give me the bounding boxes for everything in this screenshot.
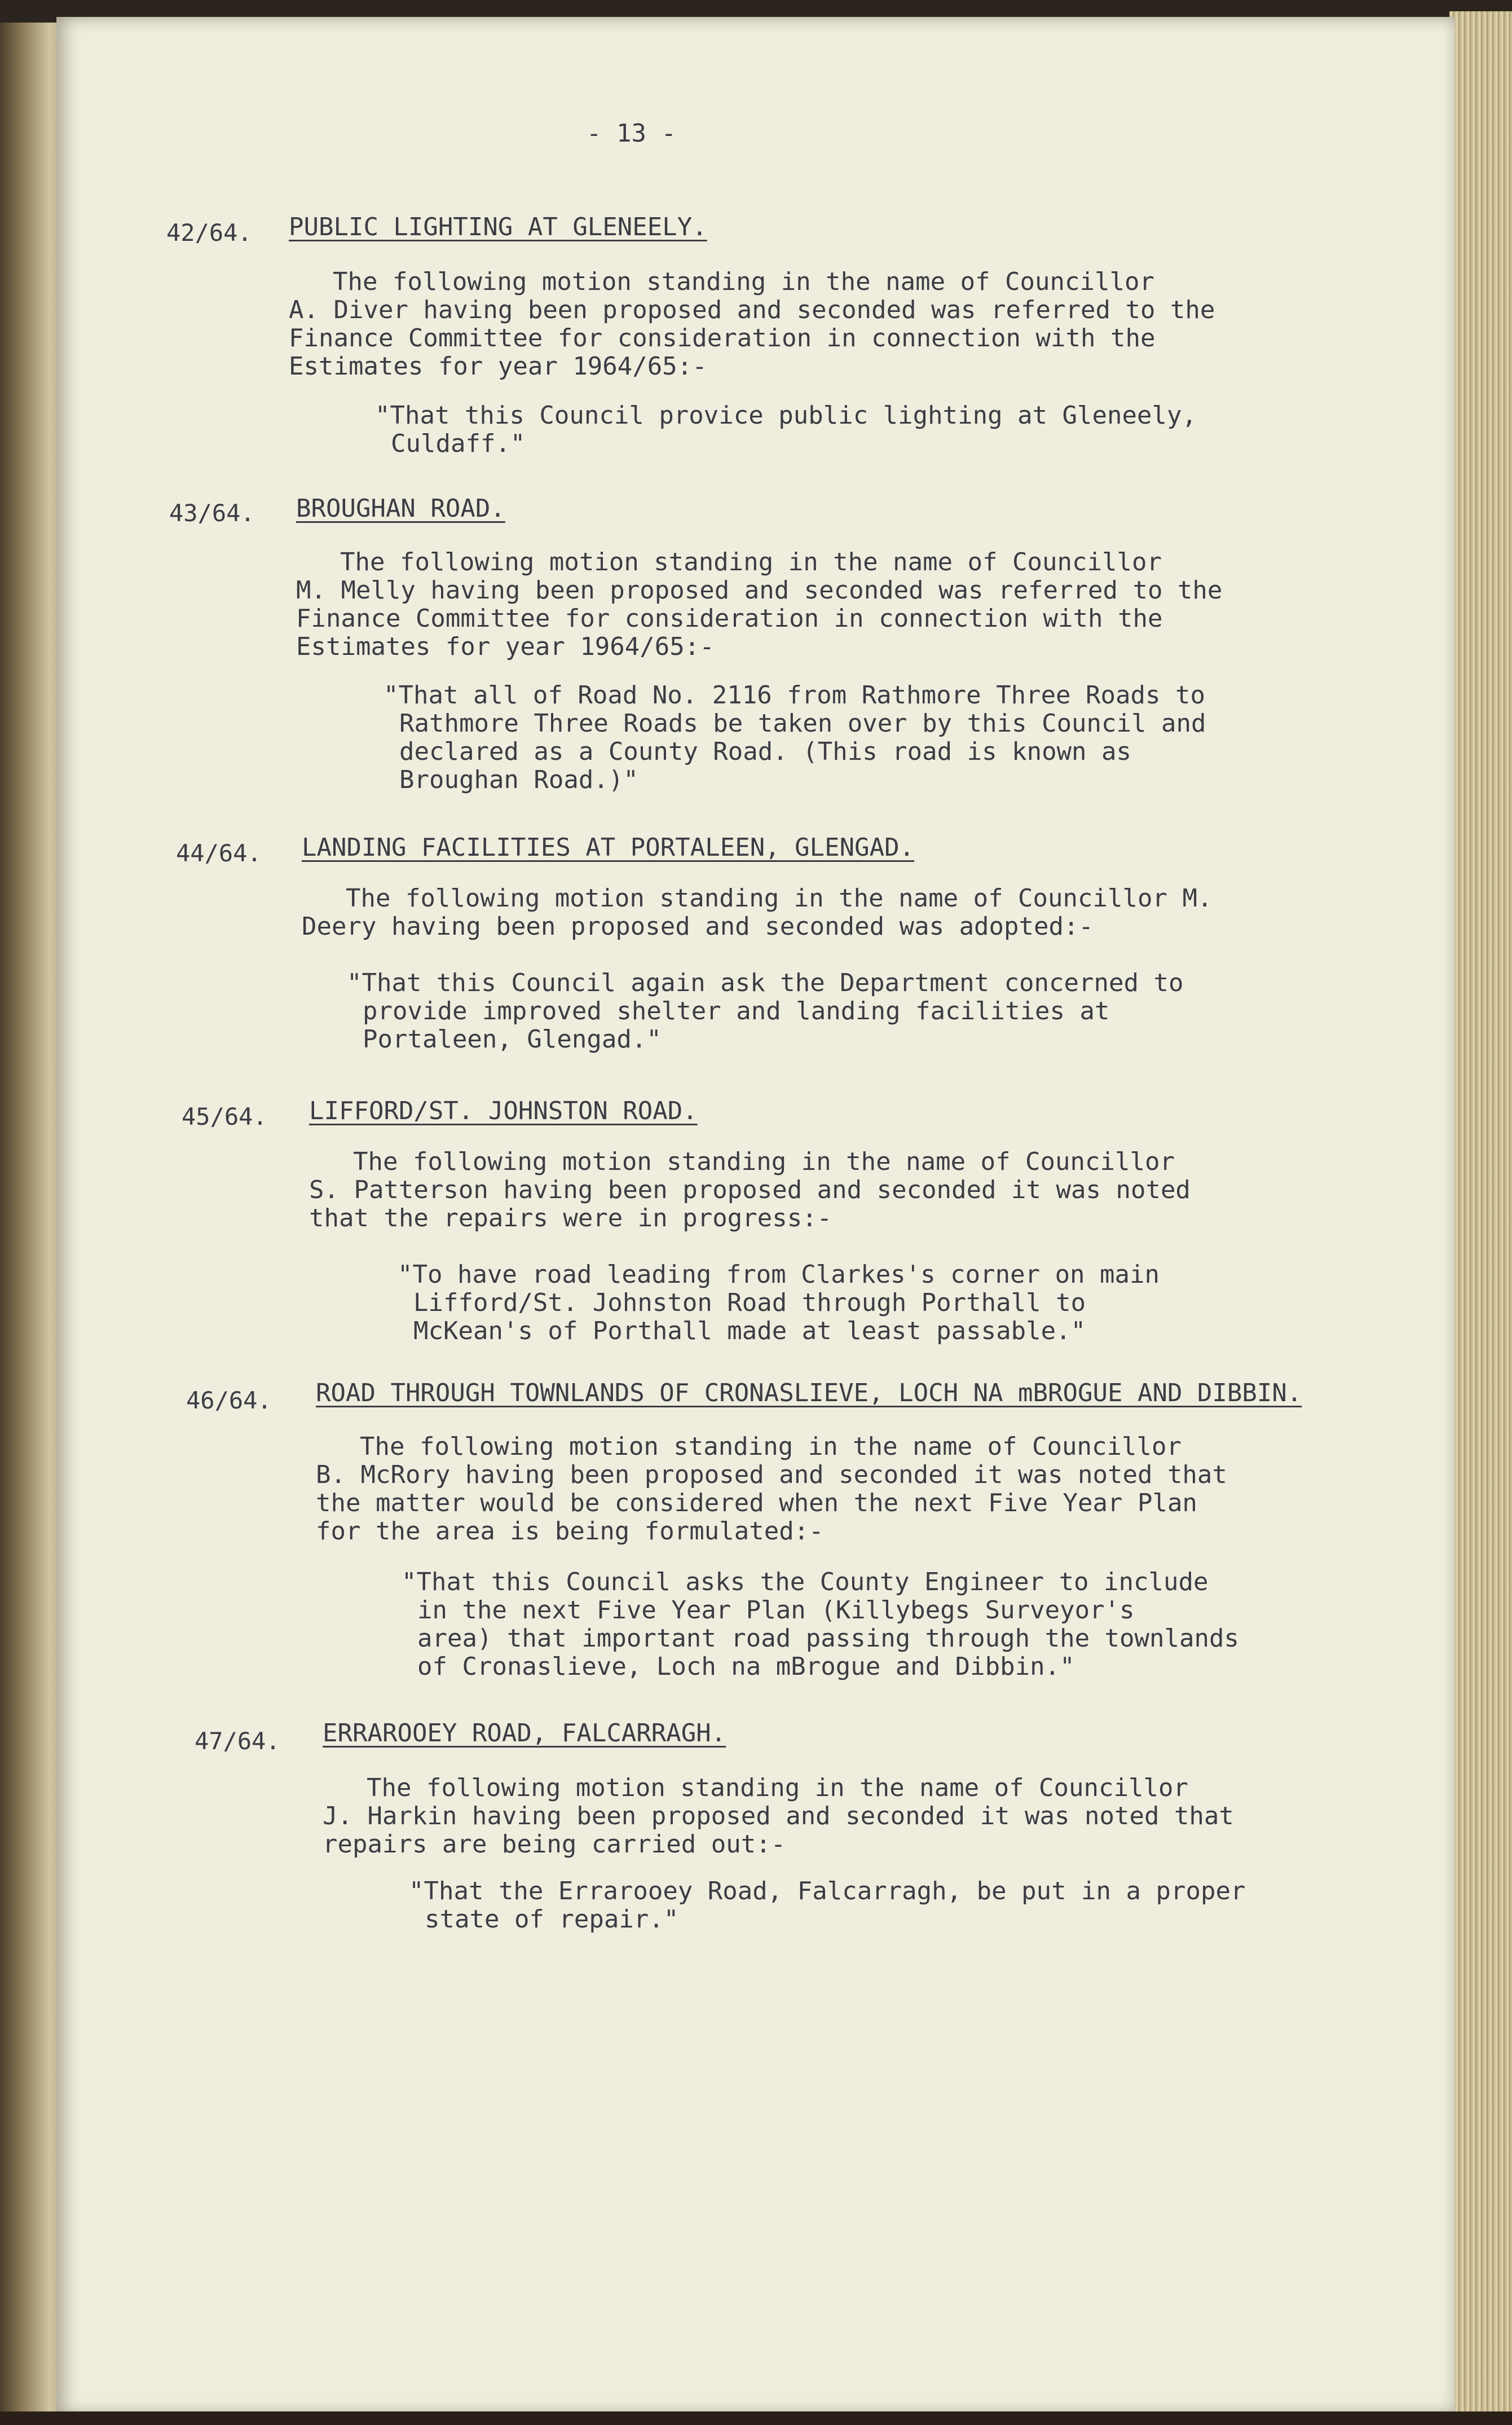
- paragraph-line: repairs are being carried out:-: [323, 1830, 786, 1859]
- minute-paragraph: [302, 884, 1212, 941]
- motion-quote: [398, 1261, 1160, 1345]
- paragraph-line: the matter would be considered when the next Five Year Plan: [316, 1489, 1197, 1517]
- quote-line: "That this Council again ask the Department concerned to: [347, 969, 1184, 997]
- minute-paragraph: [316, 1433, 1227, 1546]
- quote-line: state of repair.": [425, 1905, 679, 1934]
- paragraph-line: The following motion standing in the name of Councillor: [340, 548, 1162, 576]
- paragraph-line: that the repairs were in progress:-: [309, 1204, 832, 1233]
- paragraph-line: The following motion standing in the name of Councillor M.: [346, 884, 1213, 913]
- paragraph-line: Estimates for year 1964/65:-: [289, 352, 707, 381]
- paragraph-line: for the area is being formulated:-: [316, 1517, 824, 1546]
- quote-line: in the next Five Year Plan (Killybegs Surveyor's: [417, 1596, 1135, 1625]
- paragraph-line: Finance Committee for consideration in connection with the: [289, 324, 1156, 353]
- quote-line: "That this Council asks the County Engineer to include: [402, 1568, 1209, 1596]
- paragraph-line: S. Patterson having been proposed and seconded it was noted: [309, 1176, 1191, 1204]
- motion-quote: [383, 681, 1206, 794]
- paragraph-line: Estimates for year 1964/65:-: [296, 632, 715, 661]
- quote-line: "To have road leading from Clarkes's corner on main: [398, 1260, 1160, 1289]
- page-number: - 13 -: [587, 119, 676, 148]
- quote-line: of Cronaslieve, Loch na mBrogue and Dibbin.": [417, 1652, 1075, 1681]
- paragraph-line: The following motion standing in the name of Councillor: [367, 1773, 1188, 1802]
- minute-heading: ERRAROOEY ROAD, FALCARRAGH.: [323, 1719, 726, 1748]
- scan-bottom-edge: [0, 2411, 1512, 2425]
- minute-number: 43/64.: [169, 499, 255, 527]
- paragraph-line: Deery having been proposed and seconded was adopted:-: [302, 912, 1094, 941]
- minute-number: 47/64.: [195, 1727, 280, 1755]
- quote-line: Lifford/St. Johnston Road through Porthall to: [413, 1288, 1086, 1317]
- minute-paragraph: [323, 1774, 1234, 1859]
- quote-line: Rathmore Three Roads be taken over by this Council and: [399, 709, 1206, 738]
- quote-line: Portaleen, Glengad.": [363, 1025, 662, 1054]
- minute-heading: BROUGHAN ROAD.: [296, 494, 505, 523]
- minute-heading: LIFFORD/ST. JOHNSTON ROAD.: [309, 1097, 698, 1125]
- quote-line: "That this Council provice public lighting at Gleneely,: [375, 401, 1197, 430]
- minute-number: 42/64.: [166, 219, 252, 247]
- quote-line: provide improved shelter and landing facilities at: [363, 997, 1110, 1026]
- quote-line: area) that important road passing through the townlands: [417, 1624, 1239, 1653]
- minute-heading: PUBLIC LIGHTING AT GLENEELY.: [289, 213, 707, 241]
- minute-number: 46/64.: [186, 1387, 272, 1414]
- paragraph-line: B. McRory having been proposed and seconded it was noted that: [316, 1460, 1227, 1489]
- paragraph-line: The following motion standing in the name of Councillor: [333, 267, 1154, 296]
- quote-line: "That all of Road No. 2116 from Rathmore Three Roads to: [383, 681, 1205, 710]
- minute-paragraph: [289, 268, 1215, 381]
- paragraph-line: The following motion standing in the name of Councillor: [360, 1432, 1182, 1461]
- left-page-edge: [0, 23, 62, 2414]
- motion-quote: [347, 969, 1183, 1054]
- minute-heading: LANDING FACILITIES AT PORTALEEN, GLENGAD.: [302, 833, 915, 862]
- quote-line: "That the Errarooey Road, Falcarragh, be put in a proper: [409, 1877, 1246, 1905]
- page-stack-edge: [1449, 11, 1512, 2420]
- minute-paragraph: [296, 548, 1222, 661]
- minute-number: 44/64.: [176, 839, 262, 867]
- paragraph-line: Finance Committee for consideration in connection with the: [296, 604, 1163, 633]
- quote-line: Broughan Road.)": [399, 765, 638, 794]
- paragraph-line: The following motion standing in the name of Councillor: [353, 1147, 1175, 1176]
- scan-top-edge: [0, 0, 1512, 17]
- paragraph-line: J. Harkin having been proposed and seconded it was noted that: [323, 1802, 1234, 1830]
- motion-quote: [409, 1877, 1245, 1934]
- quote-line: McKean's of Porthall made at least passable.": [413, 1317, 1086, 1345]
- motion-quote: [375, 402, 1197, 458]
- paragraph-line: A. Diver having been proposed and seconded was referred to the: [289, 296, 1215, 324]
- quote-line: Culdaff.": [391, 429, 526, 458]
- paragraph-line: M. Melly having been proposed and seconded was referred to the: [296, 576, 1223, 605]
- motion-quote: [402, 1568, 1239, 1681]
- minute-number: 45/64.: [182, 1103, 267, 1130]
- minute-heading: ROAD THROUGH TOWNLANDS OF CRONASLIEVE, LOCH NA mBROGUE AND DIBBIN.: [316, 1379, 1302, 1407]
- minute-paragraph: [309, 1148, 1191, 1233]
- quote-line: declared as a County Road. (This road is known as: [399, 737, 1132, 766]
